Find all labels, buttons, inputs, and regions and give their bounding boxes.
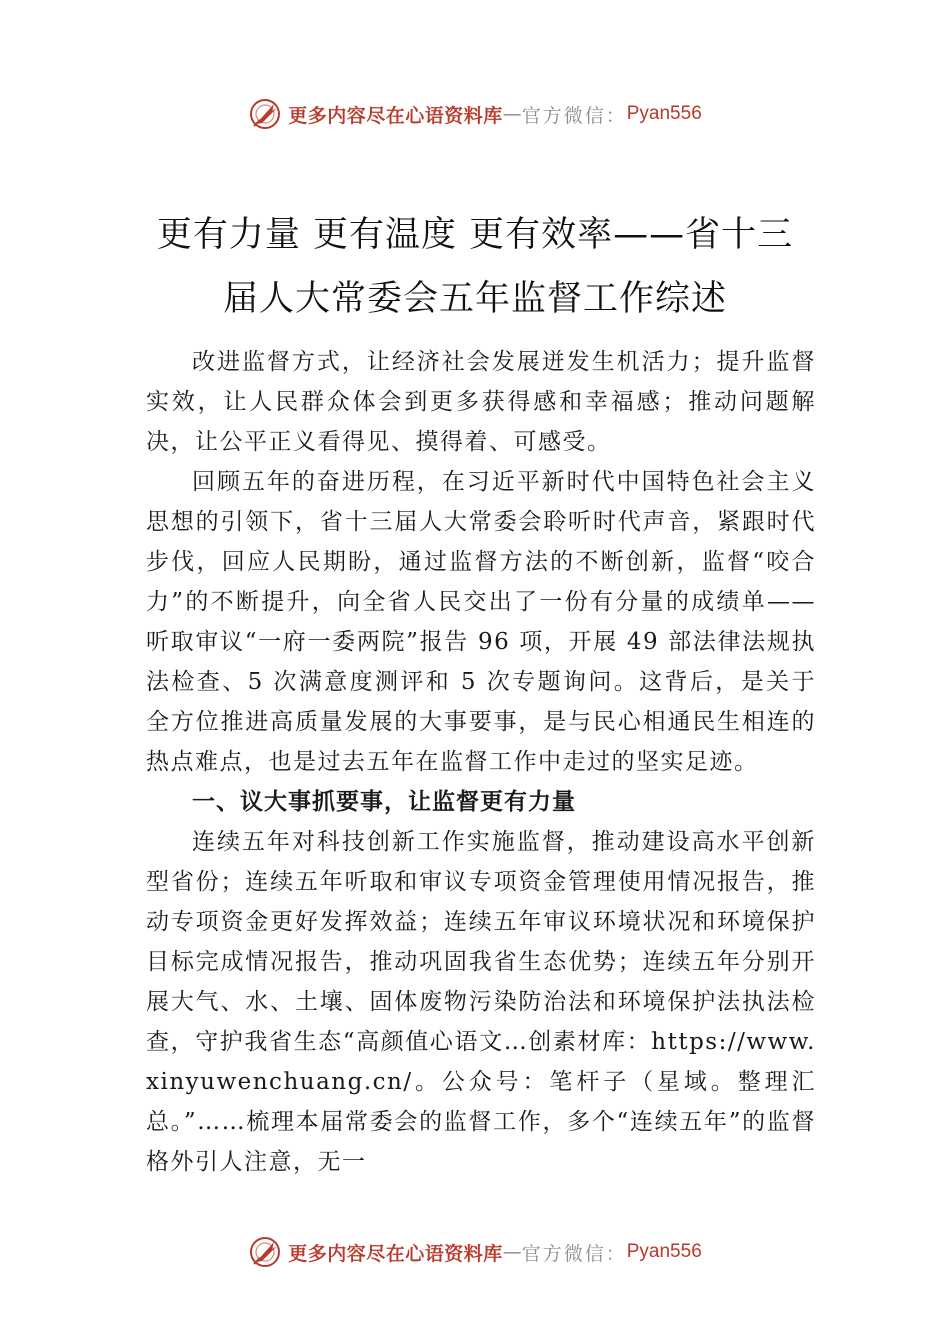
watermark-header: [0, 94, 950, 134]
title-line-1: 更有力量 更有温度 更有效率——省十三: [156, 215, 794, 256]
quill-logo-icon: [248, 1235, 282, 1269]
watermark-id: Pyan556: [626, 103, 702, 124]
watermark-main-text: 更多内容尽在心语资料库: [288, 1242, 503, 1265]
paragraph-section-1: 连续五年对科技创新工作实施监督，推动建设高水平创新型省份；连续五年听取和审议专项资金管理使用情况报告，推动专项资金更好发挥效益；连续五年审议环境状况和环境保护目标完成情况报告，推动巩固我省生态优势；连续五年分别开展大气、水、土壤、固体废物污染防治法和环境保护法执法检查，守护我省生态“高颜值心语文…创素材库：https://www.xinyuwenchuang.cn/。公众号：笔杆子（星域。整理汇总。”……梳理本届常委会的监督工作，多个“连续五年”的监督格外引人注意，无一: [146, 829, 816, 1175]
watermark-id: Pyan556: [626, 1241, 702, 1262]
watermark-footer: [0, 1232, 950, 1272]
document-title: [0, 203, 950, 331]
watermark-channel: 官方微信：: [521, 1242, 627, 1265]
watermark-main-text: 更多内容尽在心语资料库: [288, 104, 503, 127]
watermark-channel: 官方微信：: [521, 104, 627, 127]
watermark-separator: —: [502, 103, 522, 125]
paragraph-review: 回顾五年的奋进历程，在习近平新时代中国特色社会主义思想的引领下，省十三届人大常委会聆听时代声音，紧跟时代步伐，回应人民期盼，通过监督方法的不断创新，监督“咬合力”的不断提升，向全省人民交出了一份有分量的成绩单——听取审议“一府一委两院”报告 96 项，开展 49 部法律法规执法检查、5 次满意度测评和 5 次专题询问。这背后，是关于全方位推进高质量发展的大事要事，是与民心相通民生相连的热点难点，也是过去五年在监督工作中走过的坚实足迹。: [146, 469, 816, 775]
document-body: [146, 342, 816, 1182]
title-line-2: 届人大常委会五年监督工作综述: [222, 279, 727, 320]
section-heading-1: 一、议大事抓要事，让监督更有力量: [192, 789, 576, 815]
paragraph-intro: 改进监督方式，让经济社会发展迸发生机活力；提升监督实效，让人民群众体会到更多获得感和幸福感；推动问题解决，让公平正义看得见、摸得着、可感受。: [146, 349, 816, 455]
quill-logo-icon: [248, 97, 282, 131]
watermark-separator: —: [502, 1241, 522, 1263]
